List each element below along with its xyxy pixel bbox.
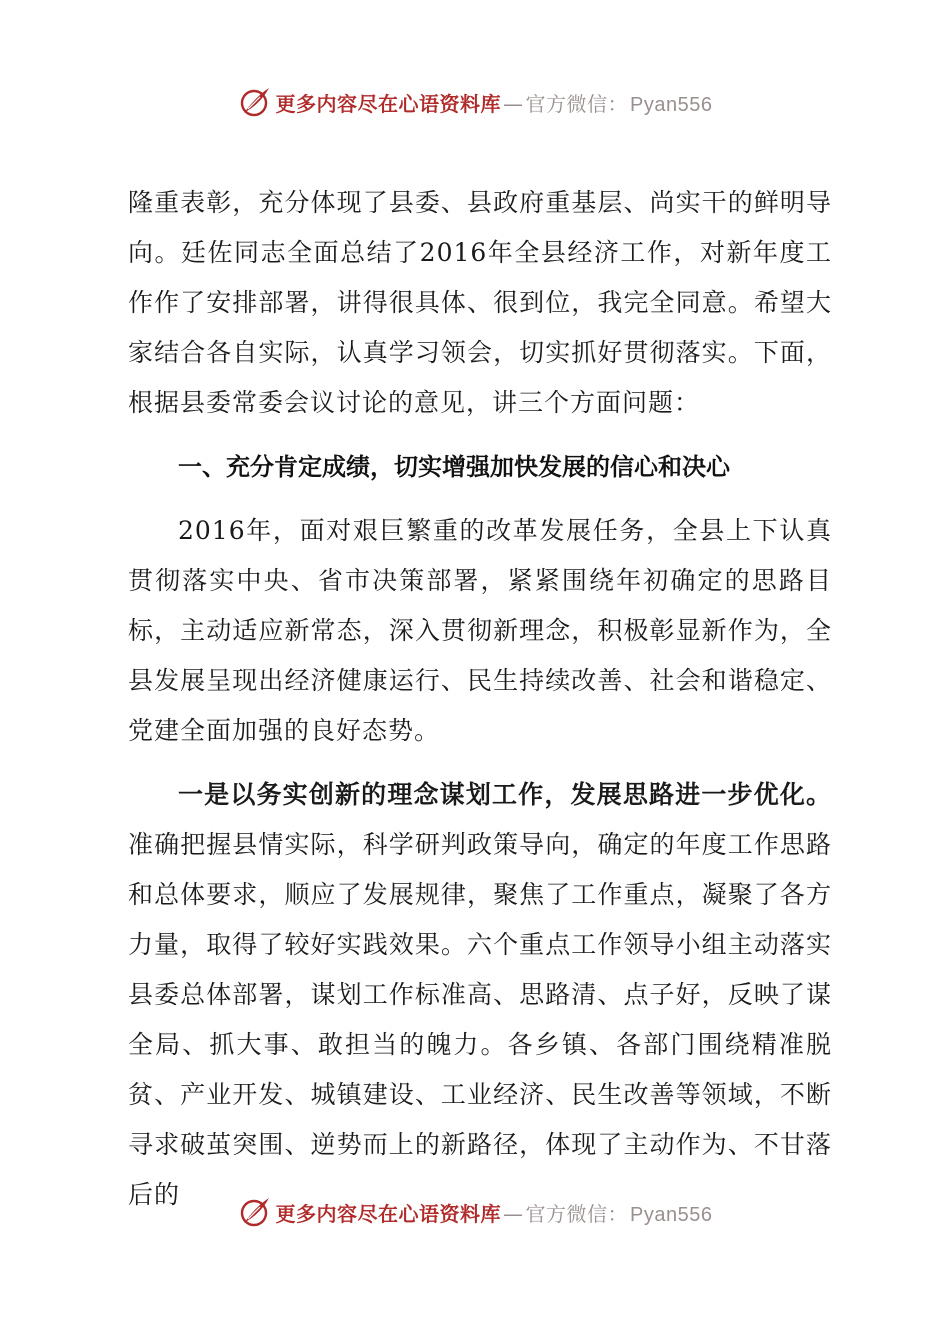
watermark-wechat-id: Pyan556 xyxy=(630,1203,713,1226)
watermark-text xyxy=(276,1198,713,1227)
watermark-contact-label: 官方微信： xyxy=(525,91,629,116)
quill-circle-icon xyxy=(238,85,272,119)
summary-paragraph: 2016年，面对艰巨繁重的改革发展任务，全县上下认真贯彻落实中央、省市决策部署，紧紧围绕年初确定的思路目标，主动适应新常态，深入贯彻新理念，积极彰显新作为，全县发展呈现出经济健康运行、民生持续改善、社会和谐稳定、党建全面加强的良好态势。 xyxy=(128,516,832,745)
point-one-paragraph xyxy=(128,770,832,1220)
watermark-site-text: 更多内容尽在心语资料库 xyxy=(275,91,502,116)
section-heading: 一、充分肯定成绩，切实增强加快发展的信心和决心 xyxy=(178,453,730,481)
watermark-text xyxy=(276,88,713,117)
watermark-wechat-id: Pyan556 xyxy=(630,93,713,116)
footer-watermark-banner xyxy=(0,1192,950,1232)
point-one-body: 准确把握县情实际，科学研判政策导向，确定的年度工作思路和总体要求，顺应了发展规律，聚焦了工作重点，凝聚了各方力量，取得了较好实践效果。六个重点工作领导小组主动落实县委总体部署，谋划工作标准高、思路清、点子好，反映了谋全局、抓大事、敢担当的魄力。各乡镇、各部门围绕精准脱贫、产业开发、城镇建设、工业经济、民生改善等领域，不断寻求破茧突围、逆势而上的新路径，体现了主动作为、不甘落后的 xyxy=(128,830,832,1209)
quill-circle-icon xyxy=(238,1195,272,1229)
opening-paragraph: 隆重表彰，充分体现了县委、县政府重基层、尚实干的鲜明导向。廷佐同志全面总结了2016年全县经济工作，对新年度工作作了安排部署，讲得很具体、很到位，我完全同意。希望大家结合各自实际，认真学习领会，切实抓好贯彻落实。下面，根据县委常委会议讨论的意见，讲三个方面问题： xyxy=(128,188,832,417)
watermark-separator: — xyxy=(503,1201,524,1226)
watermark-contact-label: 官方微信： xyxy=(525,1201,629,1226)
document-body xyxy=(128,178,832,1220)
watermark-site-text: 更多内容尽在心语资料库 xyxy=(275,1201,502,1226)
header-watermark-banner xyxy=(0,82,950,122)
point-one-lead: 一是以务实创新的理念谋划工作，发展思路进一步优化。 xyxy=(178,780,832,809)
watermark-separator: — xyxy=(503,91,524,116)
